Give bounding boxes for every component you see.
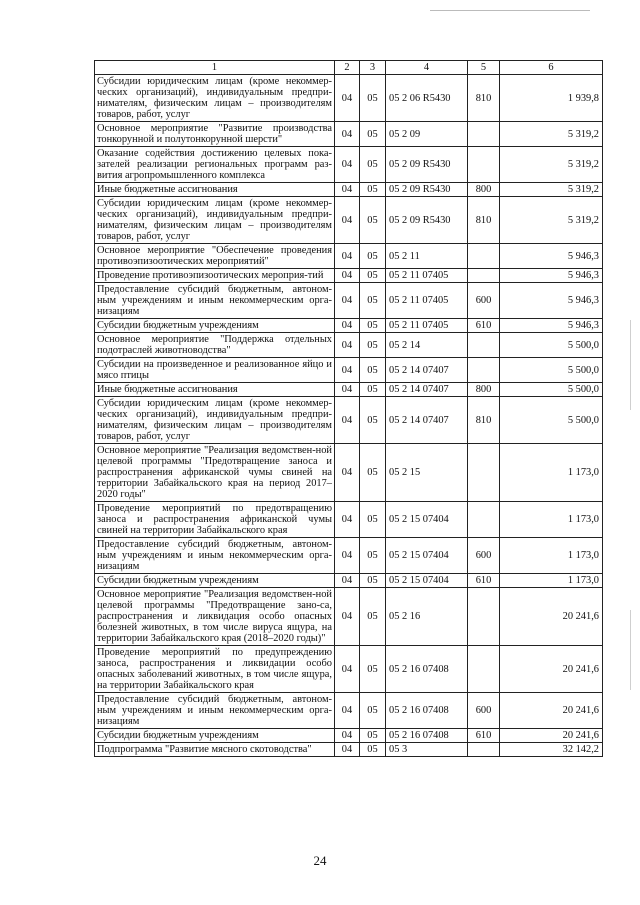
expense-type-cell: 810 [468, 197, 500, 244]
table-header-row [95, 61, 603, 75]
target-article-cell: 05 2 14 07407 [386, 397, 468, 444]
scan-margin-line [630, 320, 631, 410]
table-row [95, 269, 603, 283]
section-code-cell: 04 [335, 75, 360, 122]
expense-type-cell [468, 502, 500, 538]
column-header: 1 [95, 61, 335, 75]
amount-cell: 5 946,3 [500, 269, 603, 283]
section-code-cell: 04 [335, 147, 360, 183]
item-name-cell: Иные бюджетные ассигнования [95, 383, 335, 397]
item-name-cell: Субсидии юридическим лицам (кроме некоммер-ческих организаций), индивидуальным предпри-нимателям, физическим лицам – производителям товаров, работ, услуг [95, 397, 335, 444]
amount-cell: 5 319,2 [500, 147, 603, 183]
table-row [95, 283, 603, 319]
subsection-code-cell: 05 [360, 588, 386, 646]
subsection-code-cell: 05 [360, 574, 386, 588]
expense-type-cell: 610 [468, 729, 500, 743]
subsection-code-cell: 05 [360, 333, 386, 358]
column-header: 6 [500, 61, 603, 75]
table-row [95, 574, 603, 588]
table-row [95, 397, 603, 444]
table-row [95, 244, 603, 269]
page-number: 24 [313, 853, 327, 868]
subsection-code-cell: 05 [360, 358, 386, 383]
subsection-code-cell: 05 [360, 244, 386, 269]
table-row [95, 693, 603, 729]
subsection-code-cell: 05 [360, 283, 386, 319]
subsection-code-cell: 05 [360, 538, 386, 574]
amount-cell: 5 319,2 [500, 122, 603, 147]
expense-type-cell [468, 269, 500, 283]
item-name-cell: Предоставление субсидий бюджетным, автоном-ным учреждениям и иным некоммерческим орга-низациям [95, 283, 335, 319]
target-article-cell: 05 2 11 07405 [386, 283, 468, 319]
expense-type-cell: 810 [468, 397, 500, 444]
column-header: 2 [335, 61, 360, 75]
target-article-cell: 05 2 09 R5430 [386, 147, 468, 183]
target-article-cell: 05 2 14 07407 [386, 358, 468, 383]
item-name-cell: Оказание содействия достижению целевых пока-зателей реализации региональных программ раз-вития агропромышленного комплекса [95, 147, 335, 183]
amount-cell: 1 173,0 [500, 502, 603, 538]
table-row [95, 147, 603, 183]
expense-type-cell: 610 [468, 574, 500, 588]
section-code-cell: 04 [335, 397, 360, 444]
item-name-cell: Субсидии бюджетным учреждениям [95, 574, 335, 588]
section-code-cell: 04 [335, 743, 360, 757]
section-code-cell: 04 [335, 319, 360, 333]
expense-type-cell: 810 [468, 75, 500, 122]
target-article-cell: 05 2 15 [386, 444, 468, 502]
target-article-cell: 05 2 16 07408 [386, 693, 468, 729]
amount-cell: 20 241,6 [500, 588, 603, 646]
table-row [95, 646, 603, 693]
table-row [95, 75, 603, 122]
table-row [95, 333, 603, 358]
amount-cell: 20 241,6 [500, 646, 603, 693]
subsection-code-cell: 05 [360, 444, 386, 502]
subsection-code-cell: 05 [360, 646, 386, 693]
item-name-cell: Основное мероприятие "Реализация ведомствен-ной целевой программы "Предотвращение зано-са, распространения и ликвидация особо опасных болезней животных, в том числе вируса ящура, на территории Забайкальского края (2018–2020 годы)" [95, 588, 335, 646]
target-article-cell: 05 2 16 [386, 588, 468, 646]
amount-cell: 5 500,0 [500, 358, 603, 383]
item-name-cell: Основное мероприятие "Реализация ведомствен-ной целевой программы "Предотвращение заноса и распространения африканской чумы свиней на территории Забайкальского края на период 2017–2020 годы" [95, 444, 335, 502]
item-name-cell: Подпрограмма "Развитие мясного скотоводства" [95, 743, 335, 757]
expense-type-cell: 600 [468, 693, 500, 729]
table-row [95, 319, 603, 333]
target-article-cell: 05 2 16 07408 [386, 646, 468, 693]
table-row [95, 588, 603, 646]
subsection-code-cell: 05 [360, 319, 386, 333]
subsection-code-cell: 05 [360, 183, 386, 197]
amount-cell: 1 173,0 [500, 538, 603, 574]
table-row [95, 502, 603, 538]
section-code-cell: 04 [335, 197, 360, 244]
target-article-cell: 05 2 09 R5430 [386, 197, 468, 244]
target-article-cell: 05 2 15 07404 [386, 502, 468, 538]
item-name-cell: Субсидии бюджетным учреждениям [95, 319, 335, 333]
item-name-cell: Предоставление субсидий бюджетным, автоном-ным учреждениям и иным некоммерческим орга-низациям [95, 538, 335, 574]
item-name-cell: Предоставление субсидий бюджетным, автоном-ным учреждениям и иным некоммерческим орга-низациям [95, 693, 335, 729]
amount-cell: 20 241,6 [500, 693, 603, 729]
amount-cell: 1 939,8 [500, 75, 603, 122]
section-code-cell: 04 [335, 283, 360, 319]
section-code-cell: 04 [335, 693, 360, 729]
item-name-cell: Субсидии бюджетным учреждениям [95, 729, 335, 743]
target-article-cell: 05 2 11 07405 [386, 319, 468, 333]
column-header: 3 [360, 61, 386, 75]
amount-cell: 5 319,2 [500, 197, 603, 244]
target-article-cell: 05 3 [386, 743, 468, 757]
subsection-code-cell: 05 [360, 122, 386, 147]
table-row [95, 197, 603, 244]
target-article-cell: 05 2 09 [386, 122, 468, 147]
expense-type-cell [468, 444, 500, 502]
expense-type-cell [468, 588, 500, 646]
section-code-cell: 04 [335, 269, 360, 283]
item-name-cell: Субсидии на произведенное и реализованное яйцо и мясо птицы [95, 358, 335, 383]
amount-cell: 5 500,0 [500, 333, 603, 358]
expense-type-cell: 800 [468, 383, 500, 397]
target-article-cell: 05 2 15 07404 [386, 538, 468, 574]
subsection-code-cell: 05 [360, 147, 386, 183]
column-header: 5 [468, 61, 500, 75]
section-code-cell: 04 [335, 574, 360, 588]
table-row [95, 444, 603, 502]
target-article-cell: 05 2 06 R5430 [386, 75, 468, 122]
amount-cell: 20 241,6 [500, 729, 603, 743]
target-article-cell: 05 2 15 07404 [386, 574, 468, 588]
table-row [95, 383, 603, 397]
section-code-cell: 04 [335, 183, 360, 197]
section-code-cell: 04 [335, 646, 360, 693]
item-name-cell: Проведение противоэпизоотических мероприя-тий [95, 269, 335, 283]
budget-table [94, 60, 603, 757]
expense-type-cell [468, 244, 500, 269]
subsection-code-cell: 05 [360, 75, 386, 122]
target-article-cell: 05 2 09 R5430 [386, 183, 468, 197]
table-row [95, 183, 603, 197]
section-code-cell: 04 [335, 333, 360, 358]
table-row [95, 358, 603, 383]
amount-cell: 5 500,0 [500, 397, 603, 444]
subsection-code-cell: 05 [360, 269, 386, 283]
item-name-cell: Основное мероприятие "Развитие производства тонкорунной и полутонкорунной шерсти" [95, 122, 335, 147]
item-name-cell: Основное мероприятие "Обеспечение проведения противоэпизоотических мероприятий" [95, 244, 335, 269]
section-code-cell: 04 [335, 538, 360, 574]
amount-cell: 1 173,0 [500, 444, 603, 502]
item-name-cell: Проведение мероприятий по предотвращению заноса и распространения африканской чумы свиней на территории Забайкальского края [95, 502, 335, 538]
expense-type-cell [468, 646, 500, 693]
column-header: 4 [386, 61, 468, 75]
subsection-code-cell: 05 [360, 197, 386, 244]
item-name-cell: Субсидии юридическим лицам (кроме некоммер-ческих организаций), индивидуальным предпри-нимателям, физическим лицам – производителям товаров, работ, услуг [95, 197, 335, 244]
table-row [95, 122, 603, 147]
table-row [95, 729, 603, 743]
item-name-cell: Основное мероприятие "Поддержка отдельных подотраслей животноводства" [95, 333, 335, 358]
target-article-cell: 05 2 11 [386, 244, 468, 269]
subsection-code-cell: 05 [360, 729, 386, 743]
expense-type-cell [468, 358, 500, 383]
subsection-code-cell: 05 [360, 693, 386, 729]
expense-type-cell: 600 [468, 283, 500, 319]
subsection-code-cell: 05 [360, 383, 386, 397]
expense-type-cell: 800 [468, 183, 500, 197]
amount-cell: 5 319,2 [500, 183, 603, 197]
item-name-cell: Проведение мероприятий по предупреждению заноса, распространения и ликвидации особо опасных заболеваний животных, в том числе ящура, на территории Забайкальского края [95, 646, 335, 693]
expense-type-cell [468, 743, 500, 757]
subsection-code-cell: 05 [360, 397, 386, 444]
item-name-cell: Иные бюджетные ассигнования [95, 183, 335, 197]
section-code-cell: 04 [335, 444, 360, 502]
subsection-code-cell: 05 [360, 743, 386, 757]
expense-type-cell [468, 122, 500, 147]
amount-cell: 5 946,3 [500, 244, 603, 269]
amount-cell: 1 173,0 [500, 574, 603, 588]
expense-type-cell [468, 333, 500, 358]
section-code-cell: 04 [335, 729, 360, 743]
amount-cell: 5 500,0 [500, 383, 603, 397]
amount-cell: 32 142,2 [500, 743, 603, 757]
table-row [95, 743, 603, 757]
item-name-cell: Субсидии юридическим лицам (кроме некоммер-ческих организаций), индивидуальным предпри-нимателям, физическим лицам – производителям товаров, работ, услуг [95, 75, 335, 122]
section-code-cell: 04 [335, 588, 360, 646]
target-article-cell: 05 2 14 07407 [386, 383, 468, 397]
subsection-code-cell: 05 [360, 502, 386, 538]
expense-type-cell [468, 147, 500, 183]
section-code-cell: 04 [335, 383, 360, 397]
expense-type-cell: 600 [468, 538, 500, 574]
table-row [95, 538, 603, 574]
expense-type-cell: 610 [468, 319, 500, 333]
scan-margin-line [630, 610, 631, 690]
scan-edge-mark [430, 10, 590, 11]
section-code-cell: 04 [335, 244, 360, 269]
target-article-cell: 05 2 11 07405 [386, 269, 468, 283]
section-code-cell: 04 [335, 358, 360, 383]
section-code-cell: 04 [335, 502, 360, 538]
amount-cell: 5 946,3 [500, 319, 603, 333]
section-code-cell: 04 [335, 122, 360, 147]
amount-cell: 5 946,3 [500, 283, 603, 319]
target-article-cell: 05 2 16 07408 [386, 729, 468, 743]
target-article-cell: 05 2 14 [386, 333, 468, 358]
